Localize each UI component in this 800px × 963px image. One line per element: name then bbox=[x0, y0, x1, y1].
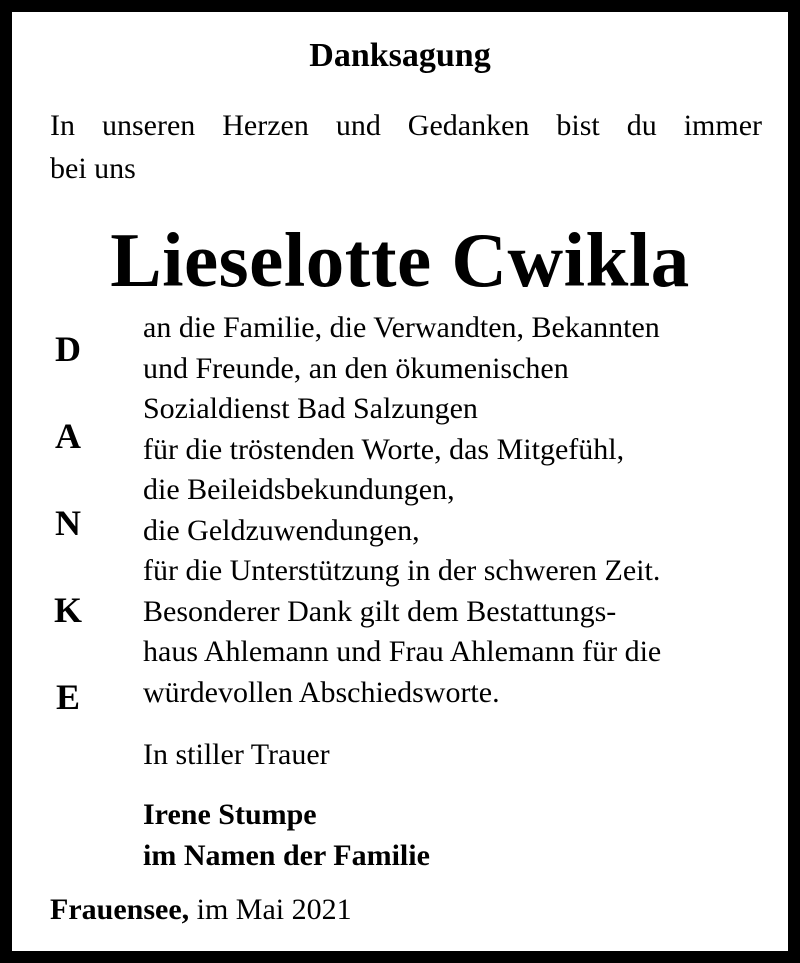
body-line: Besonderer Dank gilt dem Bestattungs- bbox=[143, 594, 617, 628]
body-line: die Geldzuwendungen, bbox=[143, 513, 420, 547]
deceased-name: Lieselotte Cwikla bbox=[110, 217, 690, 303]
notice-title: Danksagung bbox=[309, 37, 491, 74]
body-line: Sozialdienst Bad Salzungen bbox=[143, 392, 478, 425]
signer-on-behalf: im Namen der Familie bbox=[143, 839, 430, 872]
place-date-footer bbox=[50, 888, 352, 932]
footer-place: Frauensee, bbox=[50, 893, 190, 926]
body-line: die Beileidsbekundungen, bbox=[143, 473, 455, 506]
body-line: für die Unterstützung in der schweren Zeit. bbox=[143, 554, 661, 587]
signer-name: Irene Stumpe bbox=[143, 798, 317, 831]
danke-letter: D bbox=[55, 329, 81, 369]
signer-block bbox=[143, 794, 430, 876]
intro-text bbox=[50, 104, 762, 190]
danke-letter: K bbox=[53, 590, 82, 630]
danke-letter: A bbox=[55, 416, 81, 456]
mourning-phrase: In stiller Trauer bbox=[143, 738, 330, 771]
danke-vertical-word bbox=[40, 312, 96, 747]
body-line: würdevollen Abschiedsworte. bbox=[143, 675, 500, 709]
body-line: haus Ahlemann und Frau Ahlemann für die bbox=[143, 635, 662, 668]
thanks-body-text bbox=[143, 308, 661, 713]
footer-date: im Mai 2021 bbox=[196, 893, 352, 926]
danke-letter: N bbox=[55, 503, 81, 543]
intro-line-1: In unseren Herzen und Gedanken bist du immer bbox=[50, 109, 762, 142]
body-line: an die Familie, die Verwandten, Bekannten bbox=[143, 311, 660, 344]
body-line: und Freunde, an den ökumenischen bbox=[143, 351, 569, 385]
body-line: für die tröstenden Worte, das Mitgefühl, bbox=[143, 432, 625, 466]
intro-line-2: bei uns bbox=[50, 152, 136, 185]
danke-letter: E bbox=[55, 677, 80, 717]
